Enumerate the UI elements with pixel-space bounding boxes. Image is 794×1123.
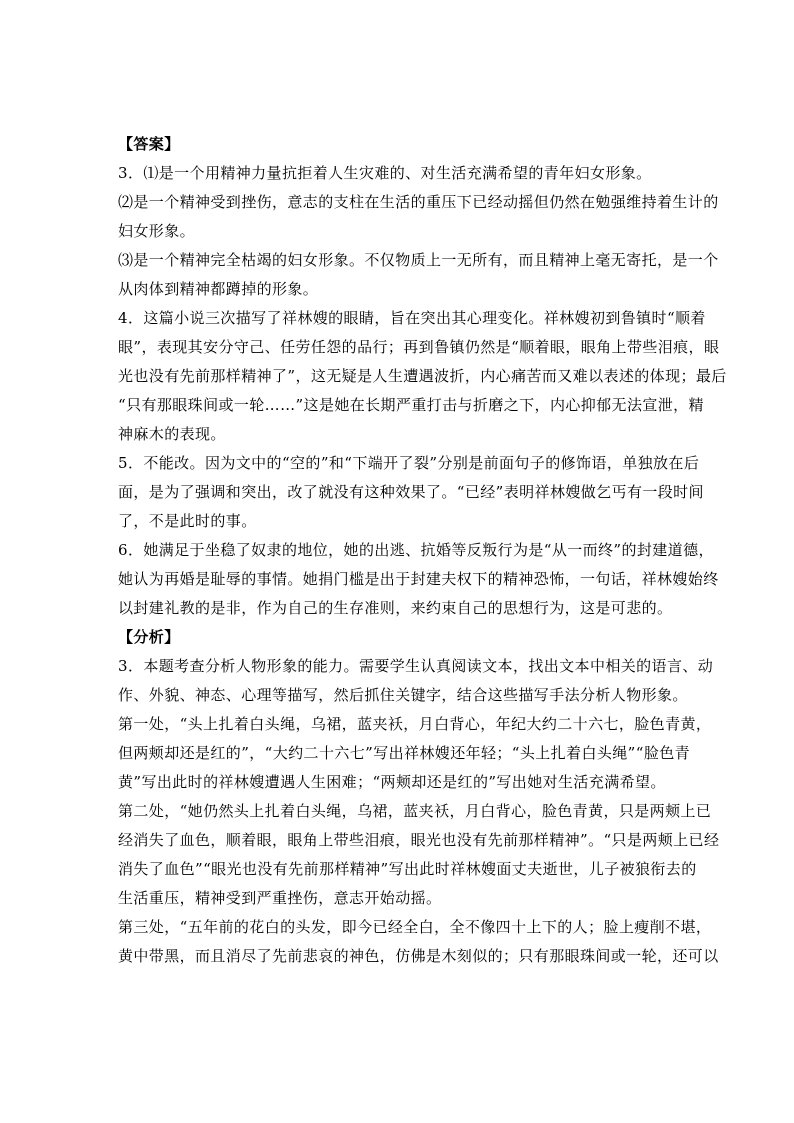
text-line: 光也没有先前那样精神了”，这无疑是人生遭遇波折，内心痛苦而又难以表述的体现；最后 bbox=[118, 367, 727, 385]
text-line: “只有那眼珠间或一轮……”这是她在长期严重打击与折磨之下，内心抑郁无法宣泄，精 bbox=[118, 396, 704, 414]
text-line: 以封建礼教的是非，作为自己的生存准则，来约束自己的思想行为，这是可悲的。 bbox=[118, 599, 673, 617]
text-line: 了，不是此时的事。 bbox=[118, 512, 257, 530]
text-line: 神麻木的表现。 bbox=[118, 425, 226, 443]
text-line: 作、外貌、神态、心理等描写，然后抓住关键字，结合这些描写手法分析人物形象。 bbox=[118, 686, 688, 704]
text-line: 眼”，表现其安分守己、任劳任怨的品行；再到鲁镇仍然是“顺着眼，眼角上带些泪痕，眼 bbox=[118, 338, 720, 356]
text-line: 妇女形象。 bbox=[118, 222, 196, 240]
text-line: 她认为再婚是耻辱的事情。她捐门槛是出于封建夫权下的精神恐怖，一句话，祥林嫂始终 bbox=[118, 570, 719, 588]
text-line: 6．她满足于坐稳了奴隶的地位，她的出逃、抗婚等反叛行为是“从一而终”的封建道德， bbox=[118, 541, 714, 559]
text-line: 4．这篇小说三次描写了祥林嫂的眼睛，旨在突出其心理变化。祥林嫂初到鲁镇时“顺着 bbox=[118, 309, 706, 327]
text-line: 但两颊却还是红的”，“大约二十六七”写出祥林嫂还年轻；“头上扎着白头绳”“脸色青 bbox=[118, 744, 691, 762]
answer-heading: 【答案】 bbox=[118, 135, 180, 153]
analysis-heading: 【分析】 bbox=[118, 628, 180, 646]
text-line: 面，是为了强调和突出，改了就没有这种效果了。“已经”表明祥林嫂做乞丐有一段时间 bbox=[118, 483, 704, 501]
text-line: 消失了血色”“眼光也没有先前那样精神”写出此时祥林嫂面丈夫逝世，儿子被狼衔去的 bbox=[118, 860, 697, 878]
text-line: 黄”写出此时的祥林嫂遭遇人生困难；“两颊却还是红的”写出她对生活充满希望。 bbox=[118, 773, 666, 791]
text-line: 从肉体到精神都蹲掉的形象。 bbox=[118, 280, 319, 298]
text-line: 第三处，“五年前的花白的头发，即今已经全白，全不像四十上下的人；脸上瘦削不堪， bbox=[118, 918, 712, 936]
text-line: 3．⑴是一个用精神力量抗拒着人生灾难的、对生活充满希望的青年妇女形象。 bbox=[118, 164, 652, 182]
text-line: 第二处，“她仍然头上扎着白头绳，乌裙，蓝夹袄，月白背心，脸色青黄，只是两颊上已 bbox=[118, 802, 712, 820]
text-line: ⑶是一个精神完全枯竭的妇女形象。不仅物质上一无所有，而且精神上毫无寄托，是一个 bbox=[118, 251, 719, 269]
document-page bbox=[118, 130, 727, 971]
text-line: 黄中带黑，而且消尽了先前悲哀的神色，仿佛是木刻似的；只有那眼珠间或一轮，还可以 bbox=[118, 947, 719, 965]
text-line: 第一处，“头上扎着白头绳，乌裙，蓝夹袄，月白背心，年纪大约二十六七，脸色青黄， bbox=[118, 715, 712, 733]
text-line: 5．不能改。因为文中的“空的”和“下端开了裂”分别是前面句子的修饰语，单独放在后 bbox=[118, 454, 700, 472]
text-line: ⑵是一个精神受到挫伤，意志的支柱在生活的重压下已经动摇但仍然在勉强维持着生计的 bbox=[118, 193, 719, 211]
text-line: 生活重压，精神受到严重挫伤，意志开始动摇。 bbox=[118, 889, 442, 907]
text-line: 经消失了血色，顺着眼，眼角上带些泪痕，眼光也没有先前那样精神”。“只是两颊上已经 bbox=[118, 831, 720, 849]
text-line: 3．本题考查分析人物形象的能力。需要学生认真阅读文本，找出文本中相关的语言、动 bbox=[118, 657, 714, 675]
